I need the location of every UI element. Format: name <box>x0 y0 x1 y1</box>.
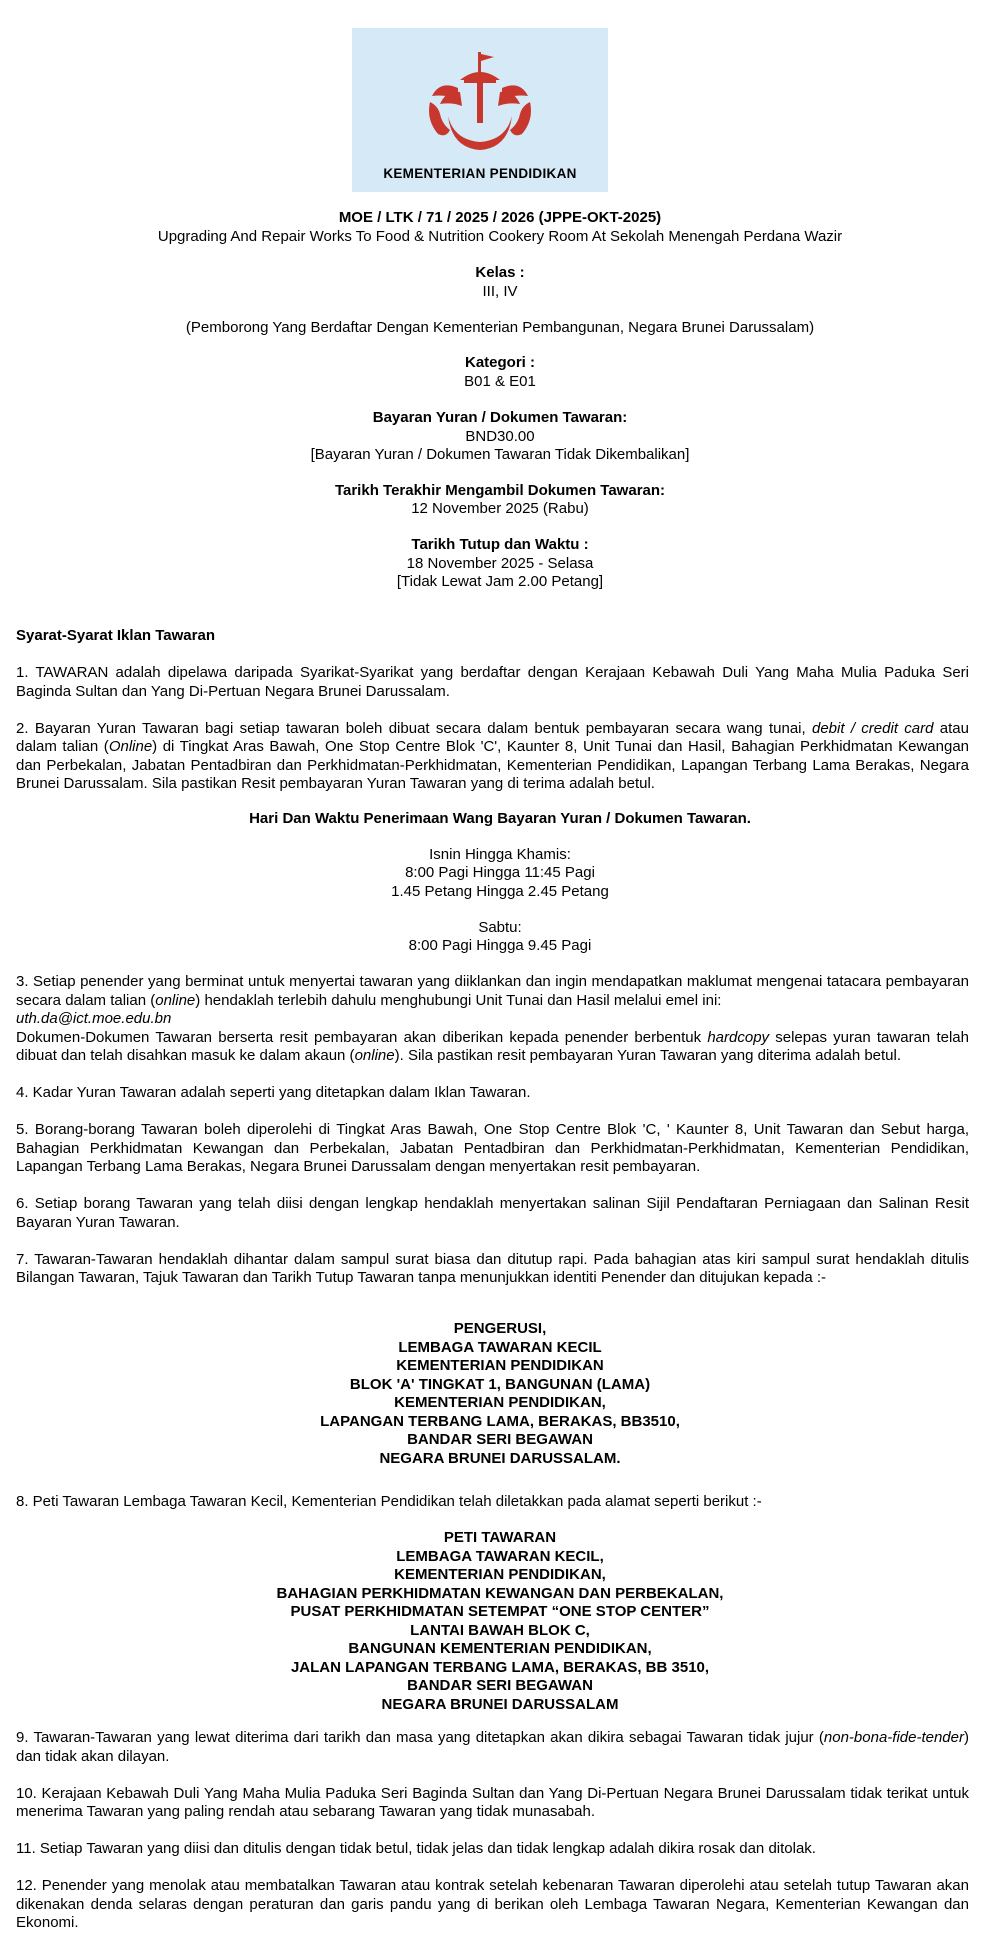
bayaran-label: Bayaran Yuran / Dokumen Tawaran: <box>372 409 628 426</box>
address-line: BLOK 'A' TINGKAT 1, BANGUNAN (LAMA) <box>349 1375 651 1393</box>
condition-8: 8. Peti Tawaran Lembaga Tawaran Kecil, Kementerian Pendidikan telah diletakkan pada alamat seperti berikut :- <box>16 1493 762 1510</box>
address-line: LEMBAGA TAWARAN KECIL, <box>396 1547 604 1565</box>
condition-5: 5. Borang-borang Tawaran boleh diperolehi di Tingkat Aras Bawah, One Stop Centre Blok 'C, ' Kaunter 8, Unit Tawaran dan Sebut harga, Bahagian Perkhidmatan Kewangan dan Perbekalan, Jabatan Pentadbiran dan Perkhidmatan-Perkhidmatan, Kementerian Pendidikan, Lapangan Terbang Lama Berakas, Negara Brunei Darussalam dengan menyertakan resit pembayaran. <box>16 1121 969 1175</box>
address-peti-tawaran <box>0 1529 1000 1714</box>
tender-reference: MOE / LTK / 71 / 2025 / 2026 (JPPE-OKT-2025) <box>338 209 662 226</box>
condition-11: 11. Setiap Tawaran yang diisi dan ditulis dengan tidak betul, tidak jelas dan tidak lengkap adalah dikira rosak dan ditolak. <box>16 1840 816 1857</box>
ambil-label: Tarikh Terakhir Mengambil Dokumen Tawaran: <box>334 482 666 499</box>
logo-caption: KEMENTERIAN PENDIDIKAN <box>383 166 577 181</box>
kelas-value: III, IV <box>482 283 518 300</box>
condition-1: 1. TAWARAN adalah dipelawa daripada Syarikat-Syarikat yang berdaftar dengan Kerajaan Kebawah Duli Yang Maha Mulia Paduka Seri Baginda Sultan dan Yang Di-Pertuan Negara Brunei Darussalam. <box>16 664 969 700</box>
address-line: LAPANGAN TERBANG LAMA, BERAKAS, BB3510, <box>320 1412 680 1430</box>
tutup-label: Tarikh Tutup dan Waktu : <box>411 536 589 553</box>
weekday-hours-2: 1.45 Petang Hingga 2.45 Petang <box>391 883 609 900</box>
address-line: KEMENTERIAN PENDIDIKAN, <box>394 1394 606 1411</box>
ambil-value: 12 November 2025 (Rabu) <box>411 500 589 517</box>
address-line: JALAN LAPANGAN TERBANG LAMA, BERAKAS, BB 3510, <box>290 1658 710 1676</box>
address-line: PUSAT PERKHIDMATAN SETEMPAT “ONE STOP CENTER” <box>290 1603 710 1620</box>
address-line: PETI TAWARAN <box>443 1529 557 1546</box>
weekday-label: Isnin Hingga Khamis: <box>429 846 571 863</box>
condition-6: 6. Setiap borang Tawaran yang telah diisi dengan lengkap hendaklah menyertakan salinan Sijil Pendaftaran Perniagaan dan Salinan Resit Bayaran Yuran Tawaran. <box>16 1195 969 1231</box>
condition-7: 7. Tawaran-Tawaran hendaklah dihantar dalam sampul surat biasa dan ditutup rapi. Pada bahagian atas kiri sampul surat hendaklah ditulis Bilangan Tawaran, Tajuk Tawaran dan Tarikh Tutup Tawaran tanpa menunjukkan identiti Penender dan ditujukan kepada :- <box>16 1250 969 1286</box>
hari-title: Hari Dan Waktu Penerimaan Wang Bayaran Yuran / Dokumen Tawaran. <box>249 810 751 827</box>
address-pengerusi <box>0 1320 1000 1468</box>
conditions-part-1 <box>16 627 969 794</box>
address-line: BANDAR SERI BEGAWAN <box>407 1677 593 1694</box>
condition-3: 3. Setiap penender yang berminat untuk menyertai tawaran yang diiklankan dan ingin mendapatkan maklumat mengenai tatacara pembayaran secara dalam talian (online) hendaklah terlebih dahulu menghubungi Unit Tunai dan Hasil melalui emel ini: uth.da@ict.moe.edu.bn Dokumen-Dokumen Tawaran berserta resit pembayaran akan diberikan kepada penender berbentuk hardcopy selepas yuran tawaran telah dibuat dan telah disahkan masuk ke dalam akaun (online). Sila pastikan resit pembayaran Yuran Tawaran yang diterima adalah betul. <box>16 973 969 1064</box>
kategori-label: Kategori : <box>464 354 535 371</box>
address-line: KEMENTERIAN PENDIDIKAN, <box>394 1566 606 1583</box>
address-line: NEGARA BRUNEI DARUSSALAM. <box>379 1449 621 1467</box>
ministry-logo <box>352 28 608 192</box>
address-line: LEMBAGA TAWARAN KECIL <box>398 1338 602 1356</box>
address-line: LANTAI BAWAH BLOK C, <box>410 1621 590 1639</box>
saturday-hours: 8:00 Pagi Hingga 9.45 Pagi <box>408 937 592 954</box>
pemborong-note: (Pemborong Yang Berdaftar Dengan Kementerian Pembangunan, Negara Brunei Darussalam) <box>185 319 815 336</box>
condition-4: 4. Kadar Yuran Tawaran adalah seperti yang ditetapkan dalam Iklan Tawaran. <box>16 1084 531 1101</box>
syarat-title: Syarat-Syarat Iklan Tawaran <box>16 627 215 644</box>
kategori-value: B01 & E01 <box>464 373 536 390</box>
weekday-hours-1: 8:00 Pagi Hingga 11:45 Pagi <box>405 864 595 881</box>
condition-10: 10. Kerajaan Kebawah Duli Yang Maha Mulia Paduka Seri Baginda Sultan dan Yang Di-Pertuan Negara Brunei Darussalam tidak terikat untuk menerima Tawaran yang paling rendah atau sebarang Tawaran yang tidak munasabah. <box>16 1784 969 1820</box>
tutup-value: 18 November 2025 - Selasa <box>406 555 594 572</box>
address-line: BAHAGIAN PERKHIDMATAN KEWANGAN DAN PERBEKALAN, <box>276 1584 724 1602</box>
condition-12: 12. Penender yang menolak atau membatalkan Tawaran atau kontrak setelah kebenaran Tawaran diperolehi atau setelah tutup Tawaran akan dikenakan denda selaras dengan peraturan dan garis pandu yang di berikan oleh Lembaga Tawaran Negara, Kementerian Kewangan dan Ekonomi. <box>16 1877 969 1931</box>
contact-email: uth.da@ict.moe.edu.bn <box>16 1010 172 1027</box>
tutup-note: [Tidak Lewat Jam 2.00 Petang] <box>396 573 604 590</box>
address-line: PENGERUSI, <box>453 1320 547 1337</box>
address-line: BANDAR SERI BEGAWAN <box>407 1431 593 1448</box>
address-line: KEMENTERIAN PENDIDIKAN <box>396 1357 604 1374</box>
kelas-label: Kelas : <box>475 264 525 281</box>
saturday-label: Sabtu: <box>478 919 522 936</box>
address-line: BANGUNAN KEMENTERIAN PENDIDIKAN, <box>348 1640 652 1657</box>
conditions-part-3 <box>16 1729 969 1933</box>
condition-9: 9. Tawaran-Tawaran yang lewat diterima dari tarikh dan masa yang ditetapkan akan dikira sebagai Tawaran tidak jujur (non-bona-fide-tender) dan tidak akan dilayan. <box>16 1729 969 1765</box>
bayaran-value: BND30.00 <box>465 428 535 445</box>
address-line: NEGARA BRUNEI DARUSSALAM <box>381 1695 619 1713</box>
conditions-part-2 <box>16 973 969 1288</box>
tender-title: Upgrading And Repair Works To Food & Nutrition Cookery Room At Sekolah Menengah Perdana Wazir <box>157 228 843 245</box>
bayaran-note: [Bayaran Yuran / Dokumen Tawaran Tidak Dikembalikan] <box>310 446 690 463</box>
brunei-crest-emblem-icon <box>420 50 540 160</box>
condition-2: 2. Bayaran Yuran Tawaran bagi setiap tawaran boleh dibuat secara dalam bentuk pembayaran secara wang tunai, debit / credit card atau dalam talian (Online) di Tingkat Aras Bawah, One Stop Centre Blok 'C', Kaunter 8, Unit Tunai dan Hasil, Bahagian Perkhidmatan Kewangan dan Perbekalan, Jabatan Pentadbiran dan Perkhidmatan-Perkhidmatan, Kementerian Pendidikan, Lapangan Terbang Lama Berakas, Negara Brunei Darussalam. Sila pastikan Resit pembayaran Yuran Tawaran yang di terima adalah betul. <box>16 719 970 792</box>
